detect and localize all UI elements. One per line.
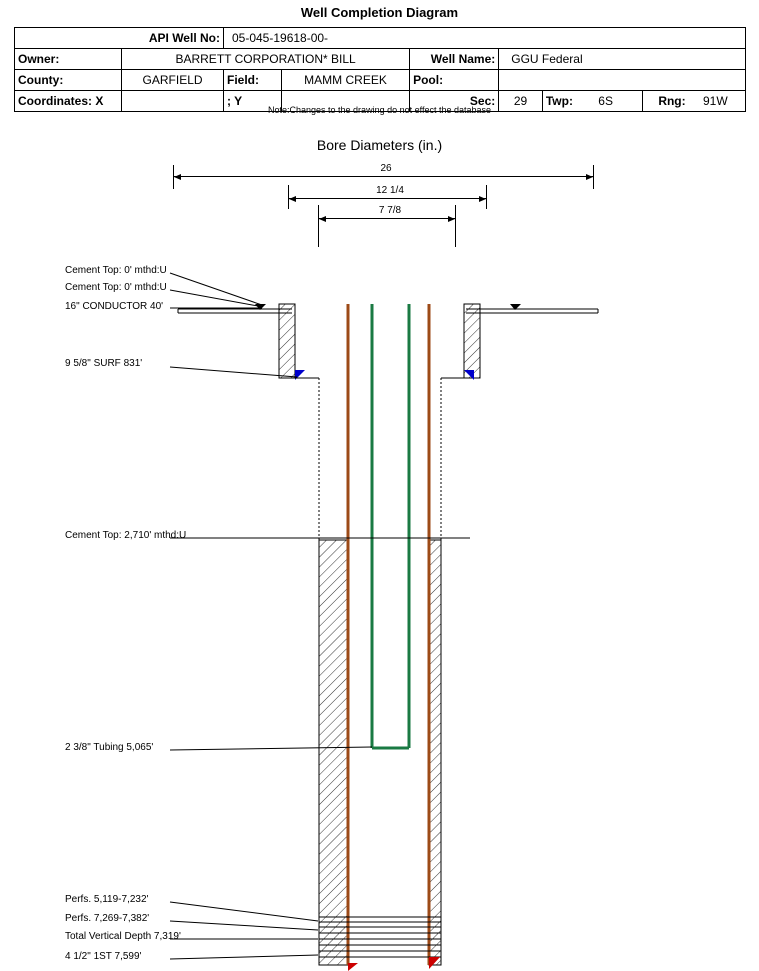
owner-value: BARRETT CORPORATION* BILL <box>122 49 410 70</box>
production-casing <box>348 304 429 965</box>
coordinates-y-label: ; Y <box>223 91 281 112</box>
well-name-label: Well Name: <box>410 49 499 70</box>
annotation-total-vertical-depth: Total Vertical Depth 7,319' <box>65 931 181 942</box>
dim-label-26: 26 <box>353 163 419 174</box>
api-label: API Well No: <box>15 28 224 49</box>
annotation-cement-top-3: Cement Top: 2,710' mthd:U <box>65 530 187 541</box>
page-title: Well Completion Diagram <box>300 5 459 20</box>
rng-label: Rng: <box>658 94 686 108</box>
coordinates-label: Coordinates: X <box>15 91 122 112</box>
field-value: MAMM CREEK <box>281 70 409 91</box>
dim-label-12-1-4: 12 1/4 <box>357 185 423 196</box>
annotation-conductor: 16" CONDUCTOR 40' <box>65 301 164 312</box>
annotation-perfs-2: Perfs. 7,269-7,382' <box>65 913 150 924</box>
wellbore-schematic <box>0 5 759 971</box>
sec-label: Sec: <box>410 91 499 112</box>
bore-diameters-title: Bore Diameters (in.) <box>316 137 443 153</box>
annotation-surface-casing: 9 5/8" SURF 831' <box>65 358 143 369</box>
annotation-perfs-1: Perfs. 5,119-7,232' <box>65 894 149 905</box>
annotation-tubing: 2 3/8" Tubing 5,065' <box>65 742 154 753</box>
conductor-casing <box>279 304 480 378</box>
cement-annulus <box>319 540 441 965</box>
well-completion-diagram-page <box>0 5 759 971</box>
twp-label: Twp: <box>545 94 573 108</box>
pool-label: Pool: <box>410 70 499 91</box>
api-value: 05-045-19618-00- <box>223 28 745 49</box>
dim-label-7-7-8: 7 7/8 <box>357 205 423 216</box>
field-label: Field: <box>223 70 281 91</box>
twp-value: 6S <box>598 94 613 108</box>
rng-value: 91W <box>702 94 728 108</box>
well-name-value: GGU Federal <box>499 49 746 70</box>
annotation-casing-1st: 4 1/2" 1ST 7,599' <box>65 951 142 962</box>
annotation-cement-top-1: Cement Top: 0' mthd:U <box>65 265 167 276</box>
owner-label: Owner: <box>15 49 122 70</box>
county-label: County: <box>15 70 122 91</box>
drawing-note: Note:Changes to the drawing do not effect the database <box>268 105 491 115</box>
annotation-cement-top-2: Cement Top: 0' mthd:U <box>65 282 167 293</box>
casing-shoe-red <box>348 957 440 971</box>
sec-value: 29 <box>499 91 543 112</box>
county-value: GARFIELD <box>122 70 224 91</box>
tubing-string <box>372 304 409 748</box>
